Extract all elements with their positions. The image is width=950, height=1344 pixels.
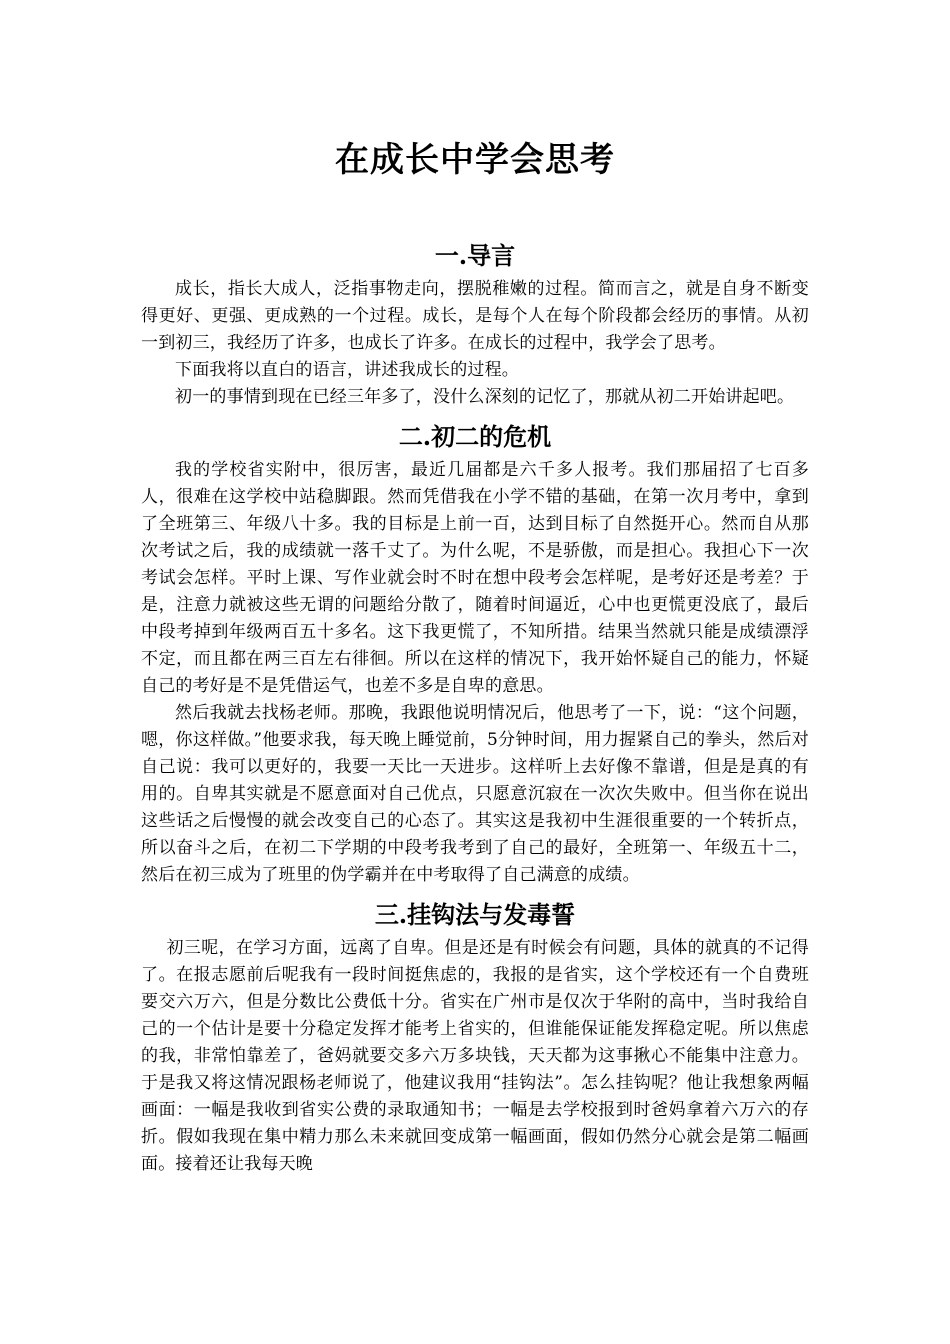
paragraph: 下面我将以直白的语言，讲述我成长的过程。 — [175, 360, 519, 380]
paragraph: 然后我就去找杨老师。那晚，我跟他说明情况后，他思考了一下，说：“这个问题，嗯，你这样做。”他要求我，每天晚上睡觉前，5分钟时间，用力握紧自己的拳头，然后对自己说：我可以更好的，我要一天比一天进步。这样听上去好像不靠谱，但是是真的有用的。自卑其实就是不愿意面对自己优点，只愿意沉寂在一次次失败中。但当你在说出这些话之后慢慢的就会改变自己的心态了。其实这是我初中生涯很重要的一个转折点，所以奋斗之后，在初二下学期的中段考我考到了自己的最好，全班第一、年级五十二，然后在初三成为了班里的伪学霸并在中考取得了自己满意的成绩。 — [141, 703, 809, 885]
paragraph: 我的学校省实附中，很厉害，最近几届都是六千多人报考。我们那届招了七百多人，很难在这学校中站稳脚跟。然而凭借我在小学不错的基础，在第一次月考中，拿到了全班第三、年级八十多。我的目标是上前一百，达到目标了自然挺开心。然而自从那次考试之后，我的成绩就一落千丈了。为什么呢，不是骄傲，而是担心。我担心下一次考试会怎样。平时上课、写作业就会时不时在想中段考会怎样呢，是考好还是考差？于是，注意力就被这些无谓的问题给分散了，随着时间逼近，心中也更慌更没底了，最后中段考掉到年级两百五十多名。这下我更慌了，不知所措。结果当然就只能是成绩漂浮不定，而且都在两三百左右徘徊。所以在这样的情况下，我开始怀疑自己的能力，怀疑自己的考好是不是凭借运气，也差不多是自卑的意思。 — [141, 460, 809, 696]
paragraph: 初三呢，在学习方面，远离了自卑。但是还是有时候会有问题，具体的就真的不记得了。在报志愿前后呢我有一段时间挺焦虑的，我报的是省实，这个学校还有一个自费班要交六万六，但是分数比公费低十分。省实在广州市是仅次于华附的高中，当时我给自己的一个估计是要十分稳定发挥才能考上省实的，但谁能保证能发挥稳定呢。所以焦虑的我，非常怕靠差了，爸妈就要交多六万多块钱，天天都为这事揪心不能集中注意力。于是我又将这情况跟杨老师说了，他建议我用“挂钩法”。怎么挂钩呢？他让我想象两幅画面：一幅是我收到省实公费的录取通知书；一幅是去学校报到时爸妈拿着六万六的存折。假如我现在集中精力那么未来就回变成第一幅画面，假如仍然分心就会是第二幅画面。接着还让我每天晚 — [141, 938, 809, 1174]
section-heading-introduction: 一.导言 — [434, 241, 516, 270]
document-page — [141, 120, 809, 1178]
section-heading-hook-method: 三.挂钩法与发毒誓 — [374, 900, 576, 929]
document-title: 在成长中学会思考 — [335, 140, 615, 180]
paragraph: 初一的事情到现在已经三年多了，没什么深刻的记忆了，那就从初二开始讲起吧。 — [175, 387, 795, 407]
section-heading-crisis: 二.初二的危机 — [398, 422, 552, 451]
paragraph: 成长，指长大成人，泛指事物走向，摆脱稚嫩的过程。简而言之，就是自身不断变得更好、更强、更成熟的一个过程。成长，是每个人在每个阶段都会经历的事情。从初一到初三，我经历了许多，也成长了许多。在成长的过程中，我学会了思考。 — [141, 279, 809, 353]
